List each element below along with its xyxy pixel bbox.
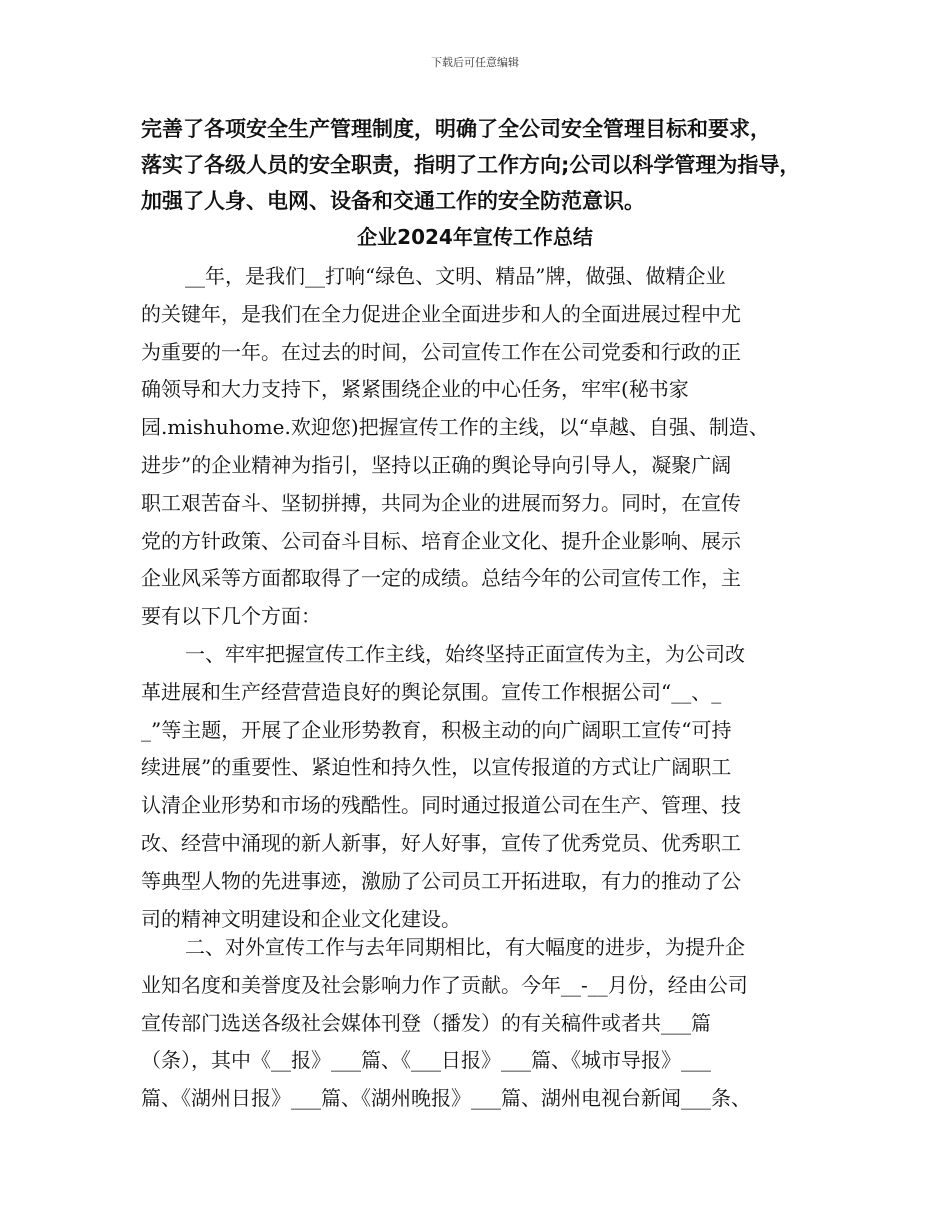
paragraph-line: 二、对外宣传工作与去年同期相比，有大幅度的进步，为提升企 [185, 935, 745, 959]
intro-line: 完善了各项安全生产管理制度，明确了全公司安全管理目标和要求， [141, 117, 771, 141]
paragraph-line: 确领导和大力支持下，紧紧围绕企业的中心任务，牢牢(秘书家 [141, 377, 689, 402]
paragraph-3 [141, 929, 841, 1118]
intro-line: 落实了各级人员的安全职责，指明了工作方向;公司以科学管理为指导， [141, 153, 801, 177]
intro-bold-paragraph [141, 111, 841, 219]
paragraph-line: 园.mishuhome.欢迎您)把握宣传工作的主线，以“卓越、自强、制造、 [141, 415, 769, 440]
paragraph-line: 司的精神文明建设和企业文化建设。 [141, 906, 461, 931]
document-title: 企业2024年宣传工作总结 [357, 225, 593, 249]
paragraph-line: 党的方针政策、公司奋斗目标、培育企业文化、提升企业影响、展示 [141, 528, 741, 553]
paragraph-line: 宣传部门选送各级社会媒体刊登（播发）的有关稿件或者共___篇 [141, 1010, 711, 1035]
paragraph-line: 职工艰苦奋斗、坚韧拼搏，共同为企业的进展而努力。同时，在宣传 [141, 490, 741, 515]
paragraph-line: 等典型人物的先进事迹，激励了公司员工开拓进取，有力的推动了公 [141, 868, 741, 893]
paragraph-line: 改、经营中涌现的新人新事，好人好事，宣传了优秀党员、优秀职工 [141, 830, 741, 855]
paragraph-line: 为重要的一年。在过去的时间，公司宣传工作在公司党委和行政的正 [141, 339, 741, 364]
download-note: 下载后可任意编辑 [431, 56, 519, 69]
paragraph-line: 一、牢牢把握宣传工作主线，始终坚持正面宣传为主，为公司改 [185, 642, 745, 666]
paragraph-line: 要有以下几个方面： [141, 604, 321, 629]
paragraph-line: 续进展”的重要性、紧迫性和持久性，以宣传报道的方式让广阔职工 [141, 755, 732, 780]
paragraph-line: _”等主题，开展了企业形势教育，积极主动的向广阔职工宣传“可持 [141, 717, 732, 742]
paragraph-2 [141, 636, 841, 938]
paragraph-line: 革进展和生产经营营造良好的舆论氛围。宣传工作根据公司“__、_ [141, 679, 722, 704]
paragraph-line: 认清企业形势和市场的残酷性。同时通过报道公司在生产、管理、技 [141, 793, 741, 818]
paragraph-line: 业知名度和美誉度及社会影响力作了贡献。今年__-__月份，经由公司 [141, 972, 748, 997]
paragraph-line: 篇、《湖州日报》___篇、《湖州晚报》___篇、湖州电视台新闻___条、 [141, 1086, 751, 1111]
paragraph-1 [141, 258, 841, 636]
paragraph-line: 企业风采等方面都取得了一定的成绩。总结今年的公司宣传工作，主 [141, 566, 741, 591]
paragraph-line: __年，是我们__打响“绿色、文明、精品”牌，做强、做精企业 [185, 264, 726, 288]
paragraph-line: 进步”的企业精神为指引，坚持以正确的舆论导向引导人，凝聚广阔 [141, 452, 732, 477]
intro-line: 加强了人身、电网、设备和交通工作的安全防范意识。 [141, 189, 645, 213]
paragraph-line: （条），其中《__报》___篇、《___日报》___篇、《城市导报》___ [141, 1048, 711, 1073]
paragraph-line: 的关键年，是我们在全力促进企业全面进步和人的全面进展过程中尤 [141, 301, 741, 326]
